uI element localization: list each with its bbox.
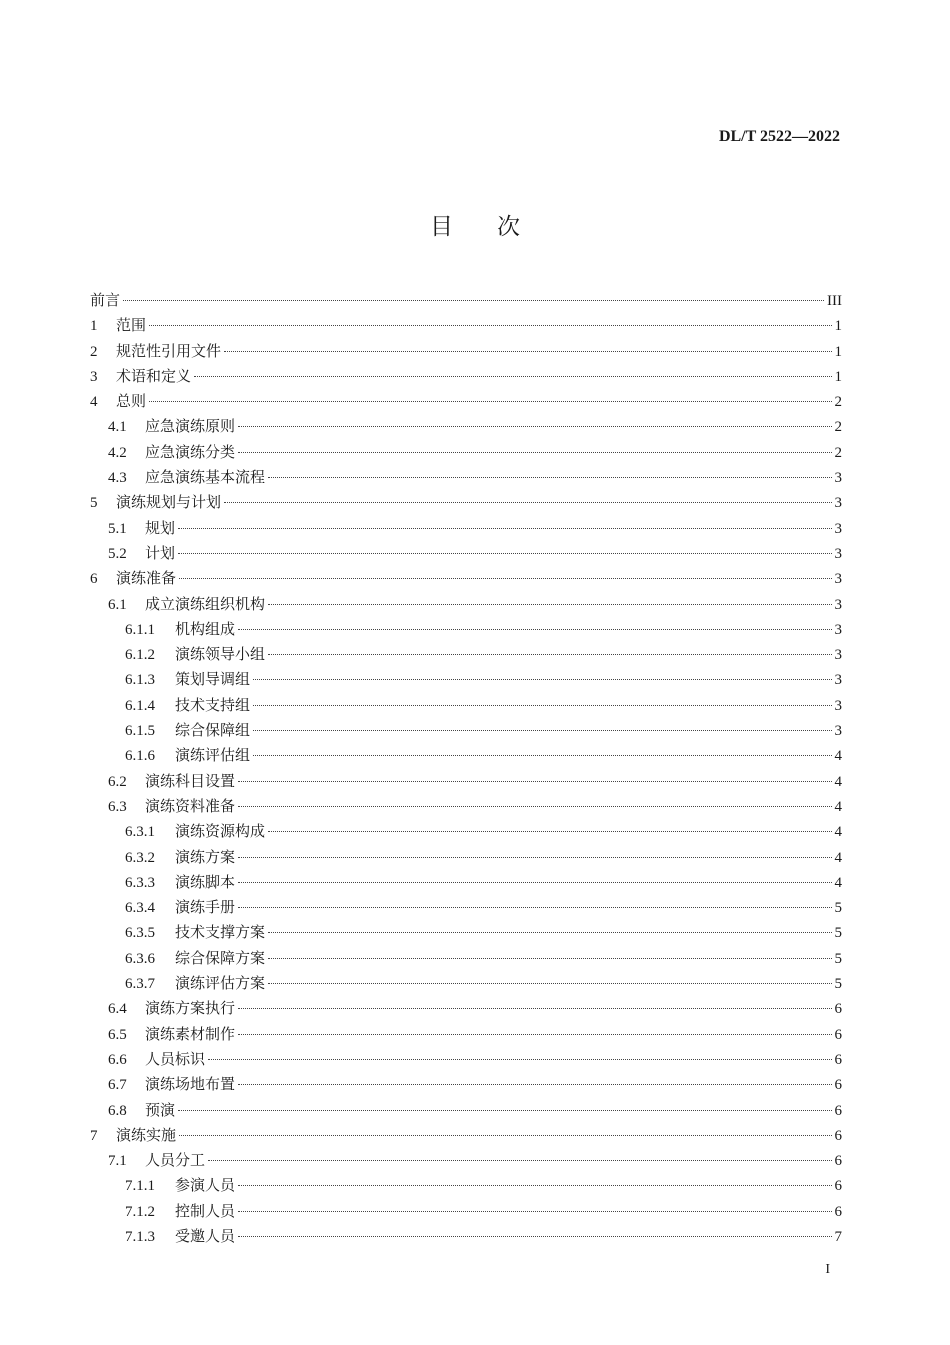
toc-entry[interactable] (90, 1023, 842, 1048)
toc-entry[interactable] (90, 390, 842, 415)
toc-entry-page: 5 (834, 900, 842, 917)
toc-entry-page: 4 (834, 798, 842, 815)
toc-entry-number: 6.1.6 (125, 748, 155, 765)
toc-entry-page: 6 (834, 1001, 842, 1018)
toc-entry-number: 7.1.1 (125, 1178, 155, 1195)
toc-entry-page: 4 (834, 824, 842, 841)
toc-entry[interactable] (90, 289, 842, 314)
toc-entry-number: 7.1.3 (125, 1228, 155, 1245)
toc-entry[interactable] (90, 1174, 842, 1199)
toc-entry[interactable] (90, 820, 842, 845)
toc-entry-page: 6 (834, 1203, 842, 1220)
toc-entry[interactable] (90, 921, 842, 946)
toc-entry-label: 人员分工 (145, 1151, 206, 1170)
toc-entry-number: 6.3.4 (125, 900, 155, 917)
toc-entry-page: 2 (834, 419, 842, 436)
toc-entry-label: 技术支持组 (175, 695, 251, 714)
toc-entry-label: 前言 (90, 291, 121, 309)
toc-entry-number: 7.1.2 (125, 1203, 155, 1220)
toc-entry-label: 演练素材制作 (145, 1024, 236, 1043)
toc-entry-page: 2 (834, 444, 842, 461)
toc-entry[interactable] (90, 466, 842, 491)
toc-entry[interactable] (90, 517, 842, 542)
toc-dot-leader (194, 376, 831, 377)
toc-dot-leader (238, 857, 831, 858)
toc-entry-number: 5 (90, 495, 98, 512)
toc-dot-leader (238, 1008, 831, 1009)
toc-entry[interactable] (90, 744, 842, 769)
toc-entry-label: 控制人员 (175, 1201, 236, 1220)
toc-entry-number: 6.3 (108, 798, 127, 815)
toc-entry-label: 演练方案执行 (145, 999, 236, 1018)
toc-dot-leader (238, 806, 831, 807)
toc-entry-label: 术语和定义 (116, 366, 192, 385)
toc-entry-label: 规范性引用文件 (116, 341, 222, 360)
toc-dot-leader (268, 604, 831, 605)
toc-entry-label: 策划导调组 (175, 670, 251, 689)
toc-entry-number: 6.4 (108, 1001, 127, 1018)
toc-entry[interactable] (90, 1149, 842, 1174)
toc-entry[interactable] (90, 947, 842, 972)
toc-list (90, 289, 842, 1250)
toc-entry[interactable] (90, 1124, 842, 1149)
toc-dot-leader (253, 730, 831, 731)
page-number: I (825, 1262, 830, 1277)
toc-entry-label: 总则 (116, 392, 147, 411)
toc-title-char-1: 目 (430, 214, 453, 240)
toc-entry-page: 1 (834, 368, 842, 385)
toc-entry-number: 7 (90, 1127, 98, 1144)
toc-entry-page: 4 (834, 773, 842, 790)
toc-dot-leader (238, 781, 831, 782)
toc-entry-number: 1 (90, 318, 98, 335)
toc-dot-leader (149, 325, 831, 326)
toc-entry-number: 4.3 (108, 470, 127, 487)
toc-entry[interactable] (90, 719, 842, 744)
toc-dot-leader (179, 578, 831, 579)
toc-entry[interactable] (90, 997, 842, 1022)
toc-entry[interactable] (90, 643, 842, 668)
toc-entry-label: 受邀人员 (175, 1226, 236, 1245)
toc-entry-label: 演练领导小组 (175, 645, 266, 664)
toc-dot-leader (238, 629, 831, 630)
toc-entry-page: 3 (834, 495, 842, 512)
toc-entry-page: 7 (834, 1228, 842, 1245)
toc-entry-page: 6 (834, 1153, 842, 1170)
toc-entry-label: 应急演练分类 (145, 442, 236, 461)
toc-entry-label: 计划 (145, 543, 176, 562)
toc-dot-leader (238, 1084, 831, 1085)
toc-title-char-2: 次 (497, 214, 520, 240)
toc-entry-label: 应急演练基本流程 (145, 468, 266, 487)
toc-entry[interactable] (90, 1073, 842, 1098)
toc-entry-number: 6.3.2 (125, 849, 155, 866)
toc-entry-number: 6.1.1 (125, 621, 155, 638)
toc-entry-page: 5 (834, 950, 842, 967)
toc-entry-label: 成立演练组织机构 (145, 594, 266, 613)
toc-entry-label: 技术支撑方案 (175, 923, 266, 942)
toc-dot-leader (238, 907, 831, 908)
toc-dot-leader (224, 502, 831, 503)
toc-entry-label: 演练规划与计划 (116, 493, 222, 512)
toc-entry-label: 应急演练原则 (145, 417, 236, 436)
toc-dot-leader (268, 831, 831, 832)
toc-entry-page: III (827, 293, 842, 309)
toc-entry-page: 3 (834, 647, 842, 664)
toc-entry-number: 6.3.7 (125, 976, 155, 993)
toc-dot-leader (268, 932, 831, 933)
toc-entry-number: 4 (90, 394, 98, 411)
toc-entry[interactable] (90, 542, 842, 567)
toc-entry-number: 6.3.5 (125, 925, 155, 942)
toc-entry[interactable] (90, 770, 842, 795)
toc-entry[interactable] (90, 846, 842, 871)
toc-entry-page: 4 (834, 849, 842, 866)
toc-entry-page: 3 (834, 621, 842, 638)
toc-dot-leader (238, 452, 831, 453)
toc-entry[interactable] (90, 1225, 842, 1250)
toc-entry[interactable] (90, 441, 842, 466)
toc-entry-number: 4.2 (108, 444, 127, 461)
toc-entry[interactable] (90, 795, 842, 820)
toc-entry-page: 3 (834, 520, 842, 537)
toc-entry[interactable] (90, 365, 842, 390)
toc-entry-label: 综合保障组 (175, 721, 251, 740)
toc-entry-label: 演练评估方案 (175, 974, 266, 993)
toc-entry[interactable] (90, 694, 842, 719)
toc-entry-page: 6 (834, 1102, 842, 1119)
toc-entry-label: 预演 (145, 1100, 176, 1119)
document-code: DL/T 2522—2022 (718, 128, 840, 145)
toc-entry-page: 2 (834, 394, 842, 411)
toc-entry-number: 6.8 (108, 1102, 127, 1119)
toc-entry-number: 2 (90, 343, 98, 360)
toc-dot-leader (268, 958, 831, 959)
toc-entry-number: 5.2 (108, 545, 127, 562)
toc-entry-page: 6 (834, 1127, 842, 1144)
toc-entry-label: 演练方案 (175, 847, 236, 866)
toc-dot-leader (253, 679, 831, 680)
toc-entry-label: 演练手册 (175, 898, 236, 917)
toc-dot-leader (253, 755, 831, 756)
toc-entry-page: 3 (834, 596, 842, 613)
toc-entry-label: 演练准备 (116, 569, 177, 588)
toc-dot-leader (268, 477, 831, 478)
toc-entry-number: 6 (90, 571, 98, 588)
toc-entry-label: 演练评估组 (175, 746, 251, 765)
toc-entry-page: 3 (834, 697, 842, 714)
toc-dot-leader (178, 1110, 831, 1111)
toc-entry-number: 4.1 (108, 419, 127, 436)
toc-entry-page: 1 (834, 343, 842, 360)
toc-dot-leader (149, 401, 831, 402)
toc-entry-page: 3 (834, 470, 842, 487)
toc-title (0, 208, 950, 241)
toc-entry[interactable] (90, 668, 842, 693)
toc-entry[interactable] (90, 593, 842, 618)
toc-entry-number: 6.2 (108, 773, 127, 790)
toc-entry-label: 演练实施 (116, 1125, 177, 1144)
toc-dot-leader (123, 300, 824, 301)
toc-entry-page: 4 (834, 748, 842, 765)
toc-dot-leader (208, 1160, 831, 1161)
toc-entry-number: 6.1 (108, 596, 127, 613)
toc-entry-number: 5.1 (108, 520, 127, 537)
toc-entry-label: 演练场地布置 (145, 1075, 236, 1094)
toc-dot-leader (208, 1059, 831, 1060)
toc-entry-number: 6.3.1 (125, 824, 155, 841)
toc-entry[interactable] (90, 618, 842, 643)
toc-dot-leader (178, 553, 831, 554)
toc-entry-number: 6.5 (108, 1026, 127, 1043)
toc-dot-leader (268, 983, 831, 984)
toc-entry-page: 1 (834, 318, 842, 335)
toc-entry-page: 6 (834, 1178, 842, 1195)
toc-entry[interactable] (90, 340, 842, 365)
toc-entry[interactable] (90, 415, 842, 440)
toc-entry-page: 3 (834, 672, 842, 689)
toc-entry-page: 6 (834, 1026, 842, 1043)
toc-entry-number: 6.1.4 (125, 697, 155, 714)
toc-entry[interactable] (90, 1099, 842, 1124)
toc-entry-label: 演练科目设置 (145, 771, 236, 790)
toc-entry-label: 演练资料准备 (145, 796, 236, 815)
toc-dot-leader (224, 351, 831, 352)
toc-entry-page: 3 (834, 545, 842, 562)
toc-dot-leader (268, 654, 831, 655)
toc-dot-leader (238, 1211, 831, 1212)
toc-entry-number: 3 (90, 368, 98, 385)
toc-entry-label: 机构组成 (175, 619, 236, 638)
toc-entry-page: 6 (834, 1051, 842, 1068)
toc-entry-page: 3 (834, 571, 842, 588)
toc-dot-leader (238, 1185, 831, 1186)
toc-entry-label: 演练资源构成 (175, 822, 266, 841)
toc-entry-page: 6 (834, 1077, 842, 1094)
toc-entry[interactable] (90, 871, 842, 896)
toc-entry-label: 范围 (116, 316, 147, 335)
toc-entry[interactable] (90, 491, 842, 516)
toc-dot-leader (238, 426, 831, 427)
toc-entry-number: 7.1 (108, 1153, 127, 1170)
toc-entry-page: 5 (834, 976, 842, 993)
toc-entry-number: 6.1.2 (125, 647, 155, 664)
toc-entry-number: 6.3.6 (125, 950, 155, 967)
toc-entry-page: 4 (834, 874, 842, 891)
toc-entry-label: 综合保障方案 (175, 948, 266, 967)
toc-entry[interactable] (90, 314, 842, 339)
toc-dot-leader (238, 1236, 831, 1237)
toc-entry-number: 6.1.3 (125, 672, 155, 689)
toc-entry[interactable] (90, 567, 842, 592)
toc-entry-label: 规划 (145, 518, 176, 537)
toc-entry[interactable] (90, 1048, 842, 1073)
toc-entry-number: 6.1.5 (125, 723, 155, 740)
toc-dot-leader (238, 882, 831, 883)
toc-entry-label: 演练脚本 (175, 872, 236, 891)
toc-dot-leader (253, 705, 831, 706)
toc-entry-label: 人员标识 (145, 1049, 206, 1068)
toc-dot-leader (238, 1034, 831, 1035)
toc-entry-number: 6.6 (108, 1051, 127, 1068)
toc-entry[interactable] (90, 896, 842, 921)
toc-dot-leader (179, 1135, 831, 1136)
toc-entry-page: 5 (834, 925, 842, 942)
toc-entry-number: 6.7 (108, 1077, 127, 1094)
toc-entry-page: 3 (834, 723, 842, 740)
toc-dot-leader (178, 528, 831, 529)
toc-entry-number: 6.3.3 (125, 874, 155, 891)
toc-entry[interactable] (90, 972, 842, 997)
toc-entry-label: 参演人员 (175, 1176, 236, 1195)
toc-entry[interactable] (90, 1200, 842, 1225)
